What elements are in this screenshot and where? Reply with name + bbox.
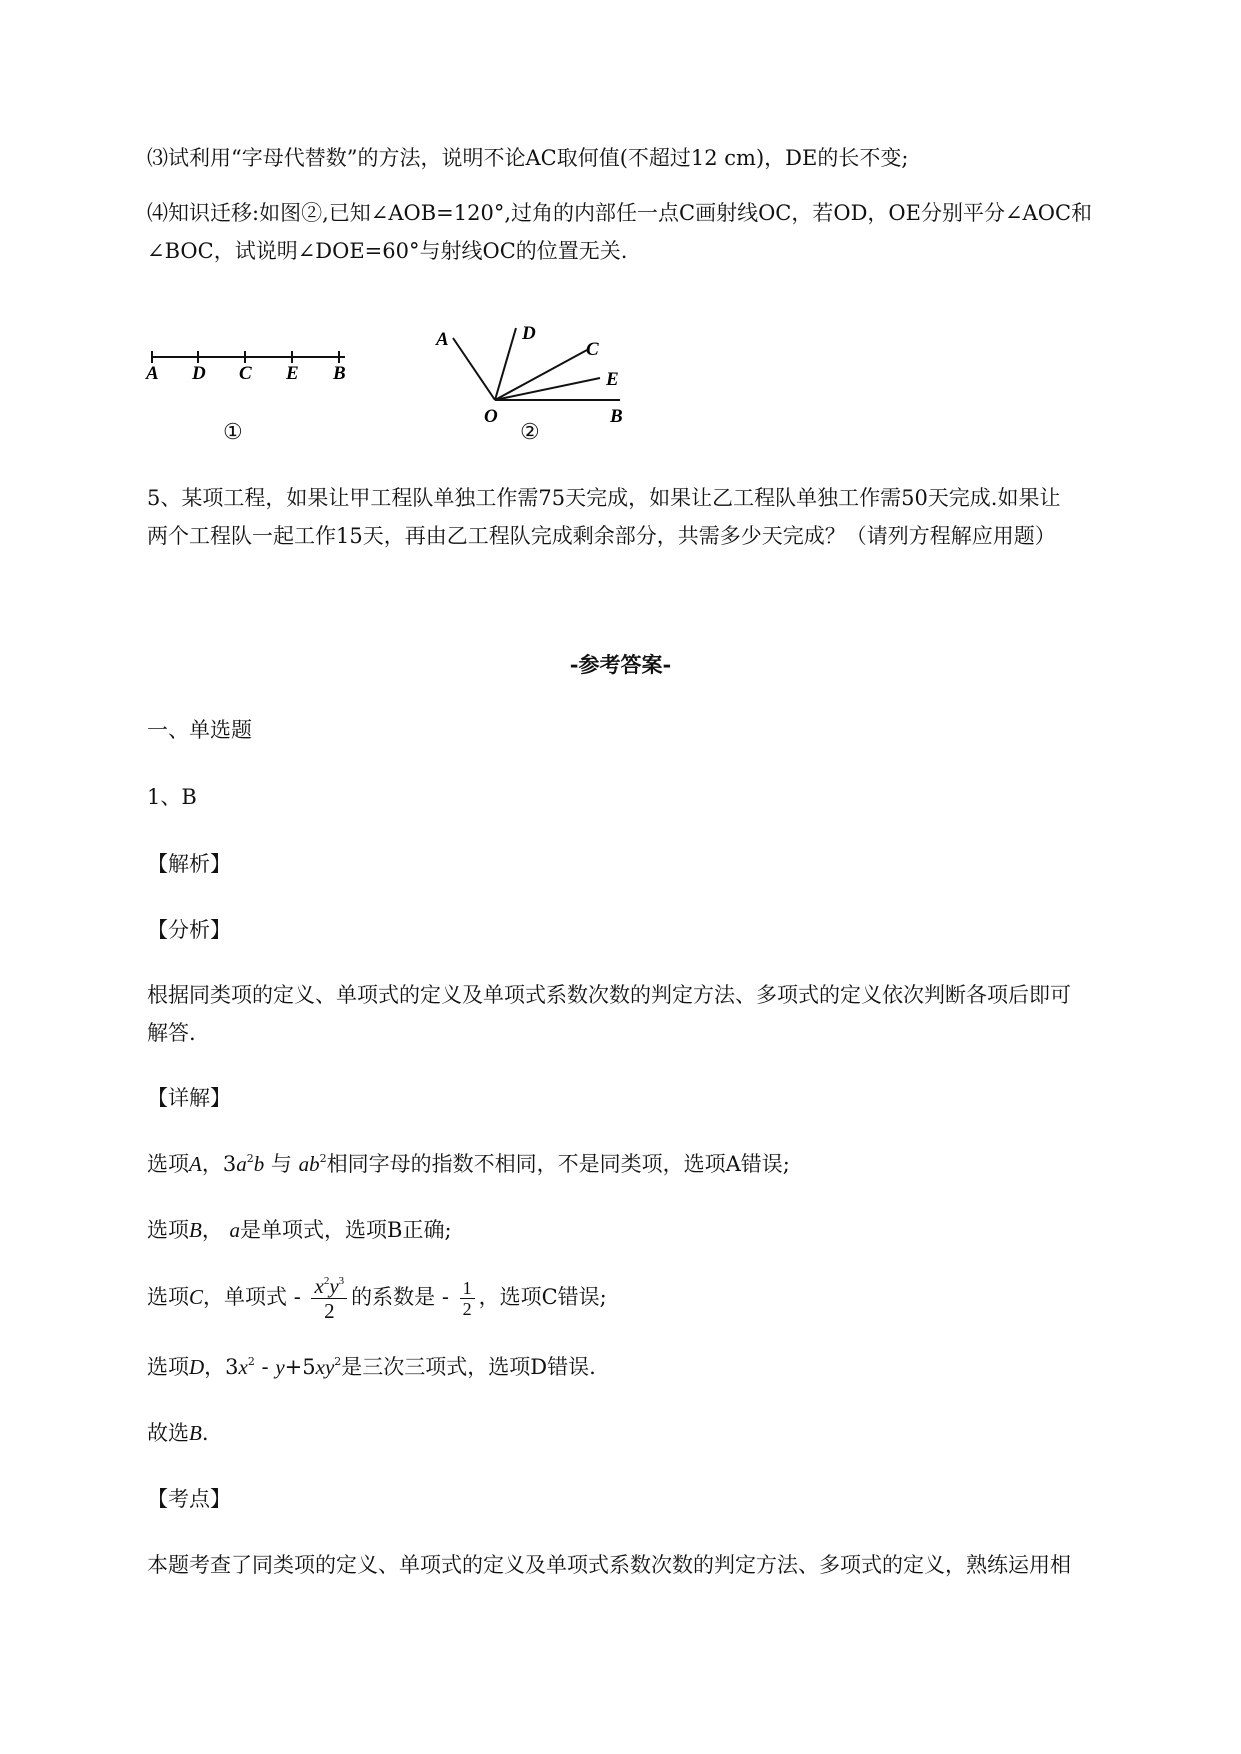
- question-4-line-2: ∠BOC，试说明∠DOE=60°与射线OC的位置无关.: [147, 239, 628, 263]
- section-heading: 一、单选题: [147, 718, 252, 742]
- figure-2-caption: ②: [520, 420, 540, 445]
- figure-2-angle: [430, 320, 645, 430]
- point-label-c: C: [239, 363, 252, 384]
- question-4-line-1: ⑷知识迁移:如图②,已知∠AOB=120°,过角的内部任一点C画射线OC，若OD，OE分别平分∠AOC和: [147, 201, 1093, 225]
- point-label-d: D: [192, 363, 206, 384]
- option-a-line: 选项A，$3a^2b$ 与 $ab^2$相同字母的指数不相同，不是同类项，选项A错误;: [147, 1152, 790, 1176]
- option-c-line: 选项C，单项式 - $\frac{x^2y^3}{2}$ 的系数是 - $\frac{1}{2}$ ，选项C错误;: [147, 1274, 607, 1323]
- angle-label-o: O: [484, 406, 498, 427]
- question-5-line-2: 两个工程队一起工作15天，再由乙工程队完成剩余部分，共需多少天完成？（请列方程解应用题）: [147, 524, 1056, 548]
- fraction-x2y3-over-2: $\frac{x^2y^3}{2}$: [311, 1274, 347, 1323]
- option-d-line: 选项D，$3x^2 - y+5xy^2$是三次三项式，选项D错误.: [147, 1355, 596, 1379]
- kaodian-tag: 【考点】: [147, 1487, 231, 1511]
- figure-1-caption: ①: [223, 420, 243, 445]
- angle-label-c: C: [586, 339, 599, 360]
- angle-label-b: B: [610, 406, 623, 427]
- answer-item-1: 1、B: [147, 785, 197, 809]
- angle-label-d: D: [522, 323, 536, 344]
- fenxi-line-1: 根据同类项的定义、单项式的定义及单项式系数次数的判定方法、多项式的定义依次判断各项后即可: [147, 983, 1071, 1007]
- point-label-a: A: [146, 363, 159, 384]
- detail-tag: 【详解】: [147, 1086, 231, 1110]
- figure-1-segment: [140, 345, 360, 395]
- answers-heading: -参考答案-: [569, 652, 672, 677]
- point-label-e: E: [286, 363, 299, 384]
- question-3-text: ⑶试利用“字母代替数”的方法，说明不论AC取何值(不超过12 cm)，DE的长不变;: [147, 146, 909, 170]
- point-label-b: B: [333, 363, 346, 384]
- kaodian-line-1: 本题考查了同类项的定义、单项式的定义及单项式系数次数的判定方法、多项式的定义，熟练运用相: [147, 1553, 1071, 1577]
- fenxi-line-2: 解答.: [147, 1021, 196, 1045]
- conclusion-line: 故选B.: [147, 1421, 209, 1445]
- option-a-letter: A: [189, 1152, 202, 1176]
- analysis-tag: 【解析】: [147, 852, 231, 876]
- angle-label-e: E: [606, 369, 619, 390]
- fenxi-tag: 【分析】: [147, 918, 231, 942]
- option-b-line: 选项B， a是单项式，选项B正确;: [147, 1218, 452, 1242]
- question-5-line-1: 5、某项工程，如果让甲工程队单独工作需75天完成，如果让乙工程队单独工作需50天完成.如果让: [147, 486, 1061, 510]
- fraction-one-half: $\frac{1}{2}$: [460, 1278, 475, 1319]
- angle-label-a: A: [436, 329, 449, 350]
